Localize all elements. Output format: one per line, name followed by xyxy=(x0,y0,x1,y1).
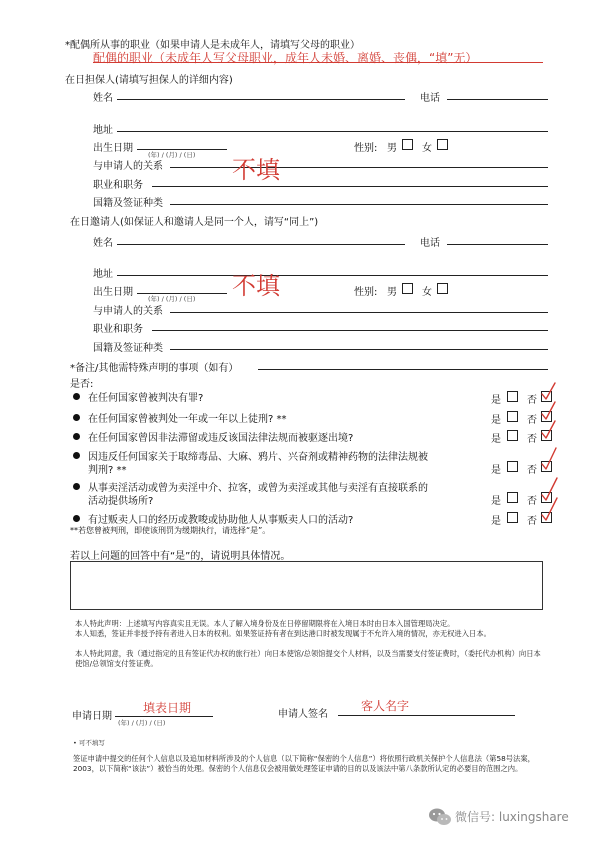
remarks-label: *备注/其他需特殊声明的事项（如有） xyxy=(70,363,239,374)
q6-yes-checkbox[interactable] xyxy=(507,512,518,523)
optional-note: • 可不填写 xyxy=(73,739,105,747)
declaration-p1: 本人特此声明：上述填写内容真实且无误。本人了解入境身份及在日停留期限将在入境日本时由日本入国管理局决定。 xyxy=(75,619,455,628)
watermark: 微信号: luxingshare xyxy=(455,810,569,824)
guarantor-relation-field[interactable] xyxy=(170,167,548,168)
bullet-icon xyxy=(73,433,80,440)
question-2: 在任何国家曾被判处一年或一年以上徒刑? ** xyxy=(88,414,287,425)
remarks-field[interactable] xyxy=(258,369,548,370)
guarantor-female-checkbox[interactable] xyxy=(437,139,448,150)
bullet-icon xyxy=(73,414,80,421)
inviter-male-checkbox[interactable] xyxy=(402,283,413,294)
guarantor-nationality-field[interactable] xyxy=(170,204,548,205)
q2-yes-checkbox[interactable] xyxy=(507,411,518,422)
inviter-address-field[interactable] xyxy=(117,275,548,276)
q1-yes-label: 是 xyxy=(491,395,501,406)
declaration-p3: 本人特此同意，我（通过指定的且有签证代办权的旅行社）向日本使馆/总领馆提交个人材料，以及当需要支付签证费时，（委托代办机构）向日本使馆/总领馆支付签证费。 xyxy=(75,649,541,668)
red-checkmarks-icon xyxy=(538,380,560,530)
question-4-line1: 因违反任何国家关于取缔毒品、大麻、鸦片、兴奋剂或精神药物的法律法规被 xyxy=(88,452,428,463)
question-5-line1: 从事卖淫活动或曾为卖淫中介、拉客，或曾为卖淫或其他与卖淫有直接联系的 xyxy=(88,483,428,494)
footnote: **若您曾被判刑，即使该刑罚为缓期执行，请选择“是”。 xyxy=(70,526,271,535)
q4-yes-checkbox[interactable] xyxy=(507,461,518,472)
date-annotation: 填表日期 xyxy=(143,701,192,715)
inviter-phone-field[interactable] xyxy=(447,244,548,245)
guarantor-occupation-label: 职业和职务 xyxy=(93,180,143,191)
inviter-sex-label: 性别: xyxy=(354,287,378,298)
guarantor-name-field[interactable] xyxy=(117,99,405,100)
question-3: 在任何国家曾因非法滞留或违反该国法律法规而被驱逐出境? xyxy=(88,433,354,444)
q5-yes-checkbox[interactable] xyxy=(507,492,518,503)
signature-label: 申请人签名 xyxy=(278,709,328,720)
inviter-address-label: 地址 xyxy=(93,269,113,280)
date-format: (年) / (月) / (日) xyxy=(118,719,166,727)
guarantor-annotation: 不填 xyxy=(232,156,280,184)
q3-no-label: 否 xyxy=(527,434,537,445)
application-date-field[interactable] xyxy=(115,716,213,717)
bullet-icon xyxy=(73,393,80,400)
q4-no-label: 否 xyxy=(527,465,537,476)
question-1: 在任何国家曾被判决有罪? xyxy=(88,393,204,404)
signature-field[interactable] xyxy=(338,715,515,716)
q4-yes-label: 是 xyxy=(491,465,501,476)
guarantor-dob-format: (年) / (月) / (日) xyxy=(148,151,196,159)
application-date-label: 申请日期 xyxy=(72,711,112,722)
q1-no-label: 否 xyxy=(527,395,537,406)
spouse-annotation: 配偶的职业（未成年人写父母职业，成年人未婚、离婚、丧偶，“填”无） xyxy=(93,51,478,65)
q5-yes-label: 是 xyxy=(491,496,501,507)
inviter-relation-label: 与申请人的关系 xyxy=(93,306,163,317)
guarantor-relation-label: 与申请人的关系 xyxy=(93,161,163,172)
inviter-female-checkbox[interactable] xyxy=(437,283,448,294)
guarantor-phone-label: 电话 xyxy=(420,93,440,104)
inviter-nationality-label: 国籍及签证种类 xyxy=(93,343,163,354)
inviter-name-label: 姓名 xyxy=(93,238,113,249)
inviter-dob-label: 出生日期 xyxy=(93,287,133,298)
bullet-icon xyxy=(73,452,80,459)
q6-no-label: 否 xyxy=(527,516,537,527)
inviter-male-label: 男 xyxy=(387,287,397,298)
wechat-icon xyxy=(428,807,452,827)
q5-no-label: 否 xyxy=(527,496,537,507)
declaration-p2: 本人知悉，签证并非授予持有者进入日本的权利。如果签证持有者在到达港口时被发现属于不允许入境的情况，亦无权进入日本。 xyxy=(75,629,491,638)
spouse-occupation-label: *配偶所从事的职业（如果申请人是未成年人，请填写父母的职业） xyxy=(65,40,360,51)
guarantor-occupation-field[interactable] xyxy=(152,186,548,187)
inviter-occupation-label: 职业和职务 xyxy=(93,324,143,335)
inviter-annotation: 不填 xyxy=(232,272,280,300)
guarantor-phone-field[interactable] xyxy=(447,99,548,100)
yes-no-heading: 是否: xyxy=(70,379,94,390)
inviter-heading: 在日邀请人(如保证人和邀请人是同一个人，请写“同上”) xyxy=(70,217,319,228)
inviter-phone-label: 电话 xyxy=(420,238,440,249)
inviter-relation-field[interactable] xyxy=(170,312,548,313)
inviter-name-field[interactable] xyxy=(117,244,405,245)
q2-yes-label: 是 xyxy=(491,415,501,426)
explain-label: 若以上问题的回答中有“是”的，请说明具体情况。 xyxy=(70,551,291,562)
privacy-statement: 签证申请中提交的任何个人信息以及追加材料所涉及的个人信息（以下简称“保密的个人信息”）将依照行政机关保护个人信息法（第58号法案，2003，以下简称“该法”）被恰当的处理。保密的个人信息仅会被用做处理签证申请的目的以及该法中第八条款所认定的必要目的范围之内。 xyxy=(73,754,535,773)
explanation-box[interactable] xyxy=(70,561,543,610)
inviter-nationality-field[interactable] xyxy=(170,349,548,350)
inviter-occupation-field[interactable] xyxy=(152,330,548,331)
guarantor-male-checkbox[interactable] xyxy=(402,139,413,150)
guarantor-male-label: 男 xyxy=(387,143,397,154)
q2-no-label: 否 xyxy=(527,415,537,426)
guarantor-female-label: 女 xyxy=(422,143,432,154)
bullet-icon xyxy=(73,483,80,490)
guarantor-nationality-label: 国籍及签证种类 xyxy=(93,198,163,209)
question-6: 有过贩卖人口的经历或教唆或协助他人从事贩卖人口的活动? xyxy=(88,515,354,526)
bullet-icon xyxy=(73,515,80,522)
guarantor-dob-label: 出生日期 xyxy=(93,143,133,154)
guarantor-address-field[interactable] xyxy=(117,131,548,132)
question-5-line2: 活动提供场所? xyxy=(88,496,154,507)
q3-yes-checkbox[interactable] xyxy=(507,430,518,441)
question-4-line2: 判刑? ** xyxy=(88,465,127,476)
inviter-female-label: 女 xyxy=(422,287,432,298)
guarantor-name-label: 姓名 xyxy=(93,93,113,104)
spouse-occupation-line[interactable] xyxy=(93,62,543,63)
signature-annotation: 客人名字 xyxy=(361,699,410,713)
guarantor-address-label: 地址 xyxy=(93,125,113,136)
guarantor-sex-label: 性别: xyxy=(354,143,378,154)
inviter-dob-format: (年) / (月) / (日) xyxy=(148,295,196,303)
q3-yes-label: 是 xyxy=(491,434,501,445)
q6-yes-label: 是 xyxy=(491,516,501,527)
q1-yes-checkbox[interactable] xyxy=(507,391,518,402)
guarantor-heading: 在日担保人(请填写担保人的详细内容) xyxy=(65,75,233,86)
